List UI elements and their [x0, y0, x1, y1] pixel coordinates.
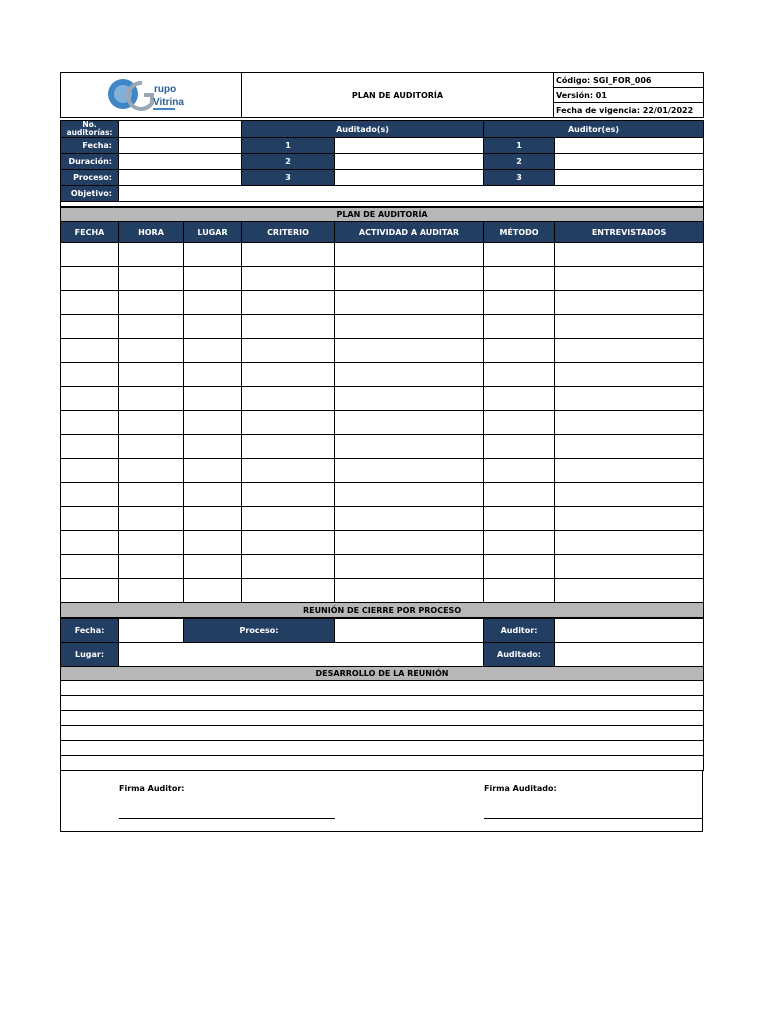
plan-cell-actividad[interactable] — [335, 555, 484, 579]
plan-cell-metodo[interactable] — [484, 507, 555, 531]
plan-cell-actividad[interactable] — [335, 243, 484, 267]
plan-cell-fecha[interactable] — [61, 435, 119, 459]
plan-cell-lugar[interactable] — [184, 411, 242, 435]
plan-cell-hora[interactable] — [119, 339, 184, 363]
cierre-fecha-label: Fecha: — [61, 619, 119, 643]
plan-cell-criterio[interactable] — [242, 435, 335, 459]
plan-cell-entrevistados[interactable] — [555, 291, 704, 315]
objetivo-label: Objetivo: — [61, 186, 119, 202]
table-row — [61, 483, 704, 507]
fecha-field[interactable] — [119, 138, 242, 154]
plan-cell-fecha[interactable] — [61, 267, 119, 291]
plan-cell-fecha[interactable] — [61, 411, 119, 435]
firma-auditor-label: Firma Auditor: — [119, 784, 185, 793]
table-row — [61, 579, 704, 603]
auditado-field-3[interactable] — [335, 170, 484, 186]
col-header-entrevistados: ENTREVISTADOS — [555, 222, 704, 243]
plan-cell-actividad[interactable] — [335, 363, 484, 387]
plan-cell-actividad[interactable] — [335, 267, 484, 291]
audit-plan-form — [60, 72, 703, 832]
plan-cell-actividad[interactable] — [335, 531, 484, 555]
auditor-field-1[interactable] — [555, 138, 704, 154]
plan-cell-actividad[interactable] — [335, 291, 484, 315]
cierre-section-title: REUNIÓN DE CIERRE POR PROCESO — [61, 603, 704, 618]
no-auditorias-field[interactable] — [119, 121, 242, 138]
form-version: Versión: 01 — [554, 88, 704, 103]
plan-cell-criterio[interactable] — [242, 267, 335, 291]
table-row — [61, 459, 704, 483]
col-header-actividad: ACTIVIDAD A AUDITAR — [335, 222, 484, 243]
plan-cell-fecha[interactable] — [61, 531, 119, 555]
plan-cell-metodo[interactable] — [484, 555, 555, 579]
plan-cell-lugar[interactable] — [184, 315, 242, 339]
plan-cell-metodo[interactable] — [484, 483, 555, 507]
plan-cell-lugar[interactable] — [184, 579, 242, 603]
plan-cell-actividad[interactable] — [335, 459, 484, 483]
logo-cell — [61, 73, 242, 118]
desarrollo-line — [61, 756, 704, 771]
duracion-field[interactable] — [119, 154, 242, 170]
plan-cell-fecha[interactable] — [61, 459, 119, 483]
signature-area — [60, 771, 703, 832]
duracion-label: Duración: — [61, 154, 119, 170]
plan-cell-metodo[interactable] — [484, 363, 555, 387]
plan-section-title: PLAN DE AUDITORÍA — [61, 208, 704, 222]
firma-auditado-line[interactable] — [484, 818, 703, 819]
plan-cell-hora[interactable] — [119, 387, 184, 411]
plan-cell-lugar[interactable] — [184, 507, 242, 531]
plan-cell-lugar[interactable] — [184, 339, 242, 363]
auditor-number-2: 2 — [484, 154, 555, 170]
plan-cell-actividad[interactable] — [335, 387, 484, 411]
col-header-metodo: MÉTODO — [484, 222, 555, 243]
desarrollo-line — [61, 741, 704, 756]
auditor-number-3: 3 — [484, 170, 555, 186]
plan-cell-criterio[interactable] — [242, 411, 335, 435]
plan-cell-metodo[interactable] — [484, 435, 555, 459]
plan-cell-hora[interactable] — [119, 435, 184, 459]
plan-cell-criterio[interactable] — [242, 459, 335, 483]
auditor-field-3[interactable] — [555, 170, 704, 186]
auditor-number-1: 1 — [484, 138, 555, 154]
plan-cell-entrevistados[interactable] — [555, 339, 704, 363]
plan-cell-entrevistados[interactable] — [555, 507, 704, 531]
auditados-header: Auditado(s) — [242, 121, 484, 138]
plan-cell-fecha[interactable] — [61, 243, 119, 267]
plan-cell-hora[interactable] — [119, 291, 184, 315]
cierre-fecha-field[interactable] — [119, 619, 184, 643]
plan-cell-criterio[interactable] — [242, 243, 335, 267]
plan-cell-entrevistados[interactable] — [555, 483, 704, 507]
plan-cell-hora[interactable] — [119, 267, 184, 291]
plan-cell-actividad[interactable] — [335, 579, 484, 603]
cierre-auditado-field[interactable] — [555, 643, 704, 667]
plan-cell-metodo[interactable] — [484, 459, 555, 483]
form-effective-date: Fecha de vigencia: 22/01/2022 — [554, 103, 704, 118]
plan-cell-criterio[interactable] — [242, 555, 335, 579]
audit-info-table — [60, 120, 704, 207]
plan-cell-actividad[interactable] — [335, 435, 484, 459]
desarrollo-line-field[interactable] — [61, 726, 704, 741]
objetivo-field[interactable] — [119, 186, 704, 202]
plan-cell-criterio[interactable] — [242, 507, 335, 531]
desarrollo-line — [61, 726, 704, 741]
plan-cell-actividad[interactable] — [335, 339, 484, 363]
plan-cell-fecha[interactable] — [61, 579, 119, 603]
auditor-field-2[interactable] — [555, 154, 704, 170]
plan-cell-fecha[interactable] — [61, 363, 119, 387]
plan-cell-entrevistados[interactable] — [555, 579, 704, 603]
plan-header-row — [61, 222, 704, 243]
cierre-auditor-field[interactable] — [555, 619, 704, 643]
cierre-lugar-label: Lugar: — [61, 643, 119, 667]
desarrollo-lines — [61, 681, 704, 771]
desarrollo-line-field[interactable] — [61, 741, 704, 756]
plan-rows — [61, 243, 704, 603]
table-row — [61, 291, 704, 315]
plan-cell-metodo[interactable] — [484, 531, 555, 555]
plan-cell-lugar[interactable] — [184, 555, 242, 579]
table-row — [61, 555, 704, 579]
plan-cell-criterio[interactable] — [242, 315, 335, 339]
auditado-field-2[interactable] — [335, 154, 484, 170]
plan-cell-metodo[interactable] — [484, 267, 555, 291]
desarrollo-line — [61, 681, 704, 696]
spacer-row — [61, 202, 704, 207]
plan-cell-metodo[interactable] — [484, 291, 555, 315]
plan-cell-criterio[interactable] — [242, 339, 335, 363]
desarrollo-line — [61, 696, 704, 711]
plan-cell-entrevistados[interactable] — [555, 243, 704, 267]
table-row — [61, 363, 704, 387]
plan-cell-lugar[interactable] — [184, 243, 242, 267]
auditado-number-2: 2 — [242, 154, 335, 170]
table-row — [61, 267, 704, 291]
table-row — [61, 243, 704, 267]
plan-cell-hora[interactable] — [119, 315, 184, 339]
plan-cell-criterio[interactable] — [242, 579, 335, 603]
svg-text:Vitrina: Vitrina — [153, 97, 184, 108]
plan-cell-metodo[interactable] — [484, 339, 555, 363]
proceso-field[interactable] — [119, 170, 242, 186]
plan-cell-metodo[interactable] — [484, 315, 555, 339]
plan-cell-fecha[interactable] — [61, 483, 119, 507]
plan-cell-criterio[interactable] — [242, 387, 335, 411]
col-header-fecha: FECHA — [61, 222, 119, 243]
table-row — [61, 387, 704, 411]
plan-cell-actividad[interactable] — [335, 315, 484, 339]
desarrollo-line-field[interactable] — [61, 711, 704, 726]
table-row — [61, 531, 704, 555]
plan-cell-fecha[interactable] — [61, 387, 119, 411]
plan-cell-hora[interactable] — [119, 507, 184, 531]
cierre-lugar-field[interactable] — [119, 643, 484, 667]
table-row — [61, 435, 704, 459]
plan-cell-lugar[interactable] — [184, 387, 242, 411]
plan-cell-hora[interactable] — [119, 363, 184, 387]
table-row — [61, 339, 704, 363]
auditado-number-1: 1 — [242, 138, 335, 154]
plan-cell-entrevistados[interactable] — [555, 459, 704, 483]
col-header-lugar: LUGAR — [184, 222, 242, 243]
plan-cell-lugar[interactable] — [184, 363, 242, 387]
plan-cell-metodo[interactable] — [484, 387, 555, 411]
plan-cell-entrevistados[interactable] — [555, 315, 704, 339]
plan-cell-fecha[interactable] — [61, 339, 119, 363]
col-header-criterio: CRITERIO — [242, 222, 335, 243]
plan-cell-fecha[interactable] — [61, 555, 119, 579]
plan-cell-lugar[interactable] — [184, 483, 242, 507]
plan-cell-criterio[interactable] — [242, 531, 335, 555]
proceso-label: Proceso: — [61, 170, 119, 186]
plan-cell-entrevistados[interactable] — [555, 387, 704, 411]
plan-cell-lugar[interactable] — [184, 435, 242, 459]
plan-cell-entrevistados[interactable] — [555, 555, 704, 579]
firma-auditor-line[interactable] — [119, 818, 335, 819]
form-code: Código: SGI_FOR_006 — [554, 73, 704, 88]
plan-cell-hora[interactable] — [119, 411, 184, 435]
firma-auditado-label: Firma Auditado: — [484, 784, 557, 793]
plan-cell-hora[interactable] — [119, 483, 184, 507]
col-header-hora: HORA — [119, 222, 184, 243]
cierre-proceso-label: Proceso: — [184, 619, 335, 643]
plan-cell-hora[interactable] — [119, 531, 184, 555]
grupo-vitrina-logo — [106, 75, 196, 113]
auditado-field-1[interactable] — [335, 138, 484, 154]
cierre-proceso-field[interactable] — [335, 619, 484, 643]
plan-cell-fecha[interactable] — [61, 291, 119, 315]
plan-cell-metodo[interactable] — [484, 243, 555, 267]
svg-text:rupo: rupo — [154, 84, 177, 95]
plan-cell-metodo[interactable] — [484, 579, 555, 603]
plan-cell-fecha[interactable] — [61, 315, 119, 339]
fecha-label: Fecha: — [61, 138, 119, 154]
plan-cell-entrevistados[interactable] — [555, 267, 704, 291]
plan-table — [60, 207, 704, 618]
no-auditorias-label: No. auditorías: — [61, 121, 119, 138]
plan-cell-lugar[interactable] — [184, 267, 242, 291]
plan-cell-hora[interactable] — [119, 579, 184, 603]
plan-cell-actividad[interactable] — [335, 507, 484, 531]
cierre-auditado-label: Auditado: — [484, 643, 555, 667]
plan-cell-entrevistados[interactable] — [555, 435, 704, 459]
table-row — [61, 507, 704, 531]
plan-cell-actividad[interactable] — [335, 483, 484, 507]
plan-cell-actividad[interactable] — [335, 411, 484, 435]
desarrollo-section-title: DESARROLLO DE LA REUNIÓN — [61, 667, 704, 681]
plan-cell-criterio[interactable] — [242, 363, 335, 387]
plan-cell-lugar[interactable] — [184, 291, 242, 315]
plan-cell-entrevistados[interactable] — [555, 411, 704, 435]
plan-cell-criterio[interactable] — [242, 483, 335, 507]
plan-cell-metodo[interactable] — [484, 411, 555, 435]
plan-cell-hora[interactable] — [119, 459, 184, 483]
desarrollo-line-field[interactable] — [61, 681, 704, 696]
desarrollo-line — [61, 711, 704, 726]
cierre-table — [60, 618, 704, 771]
desarrollo-line-field[interactable] — [61, 696, 704, 711]
plan-cell-hora[interactable] — [119, 243, 184, 267]
table-row — [61, 315, 704, 339]
plan-cell-entrevistados[interactable] — [555, 363, 704, 387]
plan-cell-hora[interactable] — [119, 555, 184, 579]
plan-cell-fecha[interactable] — [61, 507, 119, 531]
form-header — [60, 72, 704, 118]
table-row — [61, 411, 704, 435]
auditado-number-3: 3 — [242, 170, 335, 186]
plan-cell-criterio[interactable] — [242, 291, 335, 315]
auditores-header: Auditor(es) — [484, 121, 704, 138]
form-title: PLAN DE AUDITORÍA — [242, 73, 554, 118]
plan-cell-lugar[interactable] — [184, 531, 242, 555]
plan-cell-entrevistados[interactable] — [555, 531, 704, 555]
desarrollo-line-field[interactable] — [61, 756, 704, 771]
cierre-auditor-label: Auditor: — [484, 619, 555, 643]
plan-cell-lugar[interactable] — [184, 459, 242, 483]
